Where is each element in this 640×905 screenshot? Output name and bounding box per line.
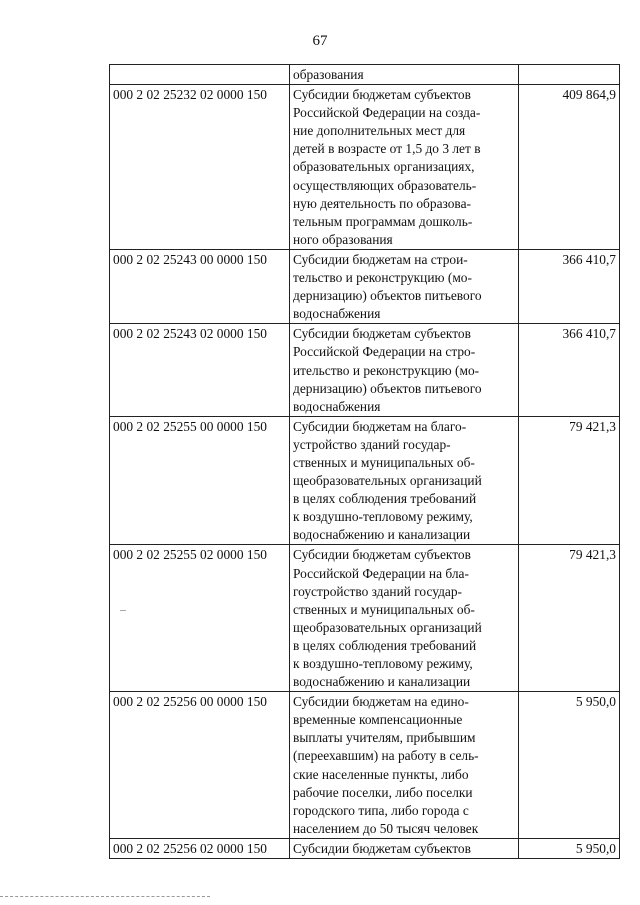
description-line: тельным программам дошколь- bbox=[293, 213, 473, 229]
description-line: тельство и реконструкцию (мо- bbox=[293, 270, 472, 286]
table-body bbox=[110, 65, 620, 859]
description-line: устройство зданий государ- bbox=[293, 436, 451, 452]
description-cell bbox=[290, 85, 519, 250]
description-line: Субсидии бюджетам субъектов bbox=[293, 326, 471, 342]
description-line: выплаты учителям, прибывшим bbox=[293, 730, 476, 746]
description-line: Российской Федерации на созда- bbox=[293, 105, 481, 121]
description-line: Субсидии бюджетам субъектов bbox=[293, 840, 471, 856]
description-line: водоснабжения bbox=[293, 398, 381, 414]
budget-table bbox=[109, 64, 620, 859]
description-line: ную деятельность по образова- bbox=[293, 195, 471, 211]
description-line: осуществляющих образователь- bbox=[293, 177, 477, 193]
description-cell bbox=[290, 416, 519, 545]
description-line: населением до 50 тысяч человек bbox=[293, 820, 479, 836]
budget-code-cell: 000 2 02 25232 02 0000 150 bbox=[110, 85, 290, 250]
description-line: водоснабжению и канализации bbox=[293, 674, 471, 690]
amount-cell: 5 950,0 bbox=[519, 692, 620, 839]
description-line: Субсидии бюджетам на благо- bbox=[293, 418, 467, 434]
description-line: ние дополнительных мест для bbox=[293, 123, 466, 139]
description-line: рабочие поселки, либо поселки bbox=[293, 784, 473, 800]
budget-code-cell: 000 2 02 25255 00 0000 150 bbox=[110, 416, 290, 545]
description-line: городского типа, либо города с bbox=[293, 802, 469, 818]
description-line: (переехавшим) на работу в сель- bbox=[293, 748, 479, 764]
budget-code-cell: 000 2 02 25243 00 0000 150 bbox=[110, 249, 290, 323]
description-line: дернизацию) объектов питьевого bbox=[293, 380, 482, 396]
description-line: Субсидии бюджетам на едино- bbox=[293, 694, 469, 710]
description-line: Субсидии бюджетам субъектов bbox=[293, 547, 471, 563]
description-line: в целях соблюдения требований bbox=[293, 637, 477, 653]
budget-code-cell bbox=[110, 65, 290, 85]
table-row bbox=[110, 249, 620, 323]
table-row bbox=[110, 324, 620, 416]
description-line: Субсидии бюджетам субъектов bbox=[293, 87, 471, 103]
description-line: временные компенсационные bbox=[293, 712, 463, 728]
description-line: детей в возрасте от 1,5 до 3 лет в bbox=[293, 141, 481, 157]
amount-cell: 5 950,0 bbox=[519, 838, 620, 858]
description-line: ственных и муниципальных об- bbox=[293, 601, 475, 617]
table-row bbox=[110, 416, 620, 545]
description-line: Российской Федерации на бла- bbox=[293, 565, 469, 581]
footnote-line bbox=[0, 896, 210, 898]
budget-code-cell: 000 2 02 25256 02 0000 150 bbox=[110, 838, 290, 858]
amount-cell: 409 864,9 bbox=[519, 85, 620, 250]
description-cell bbox=[290, 324, 519, 416]
description-cell bbox=[290, 692, 519, 839]
budget-code-cell: 000 2 02 25255 02 0000 150 bbox=[110, 545, 290, 692]
amount-cell: 366 410,7 bbox=[519, 249, 620, 323]
description-line: щеобразовательных организаций bbox=[293, 473, 482, 489]
description-line: ственных и муниципальных об- bbox=[293, 454, 475, 470]
table-row bbox=[110, 65, 620, 85]
description-line: дернизацию) объектов питьевого bbox=[293, 288, 482, 304]
description-line: ного образования bbox=[293, 231, 393, 247]
description-line: водоснабжению и канализации bbox=[293, 527, 471, 543]
table-row bbox=[110, 838, 620, 858]
description-line: к воздушно-тепловому режиму, bbox=[293, 656, 473, 671]
description-cell bbox=[290, 249, 519, 323]
description-line: Российской Федерации на стро- bbox=[293, 344, 476, 360]
description-cell bbox=[290, 838, 519, 858]
table-row bbox=[110, 692, 620, 839]
page-number: 67 bbox=[312, 33, 328, 49]
table-row bbox=[110, 85, 620, 250]
amount-cell bbox=[519, 65, 620, 85]
description-line: Субсидии бюджетам на строи- bbox=[293, 251, 468, 267]
amount-cell: 79 421,3 bbox=[519, 416, 620, 545]
table-row bbox=[110, 545, 620, 692]
amount-cell: 366 410,7 bbox=[519, 324, 620, 416]
description-cell bbox=[290, 65, 519, 85]
budget-code-cell: 000 2 02 25256 00 0000 150 bbox=[110, 692, 290, 839]
margin-mark bbox=[120, 610, 126, 611]
description-line: к воздушно-тепловому режиму, bbox=[293, 509, 473, 525]
amount-cell: 79 421,3 bbox=[519, 545, 620, 692]
description-line: образования bbox=[293, 67, 364, 82]
description-cell bbox=[290, 545, 519, 692]
budget-code-cell: 000 2 02 25243 02 0000 150 bbox=[110, 324, 290, 416]
description-line: в целях соблюдения требований bbox=[293, 491, 477, 507]
description-line: образовательных организациях, bbox=[293, 159, 475, 175]
description-line: щеобразовательных организаций bbox=[293, 619, 482, 635]
description-line: гоустройство зданий государ- bbox=[293, 583, 462, 599]
description-line: водоснабжения bbox=[293, 306, 381, 322]
description-line: ительство и реконструкцию (мо- bbox=[293, 362, 480, 378]
description-line: ские населенные пункты, либо bbox=[293, 766, 469, 782]
